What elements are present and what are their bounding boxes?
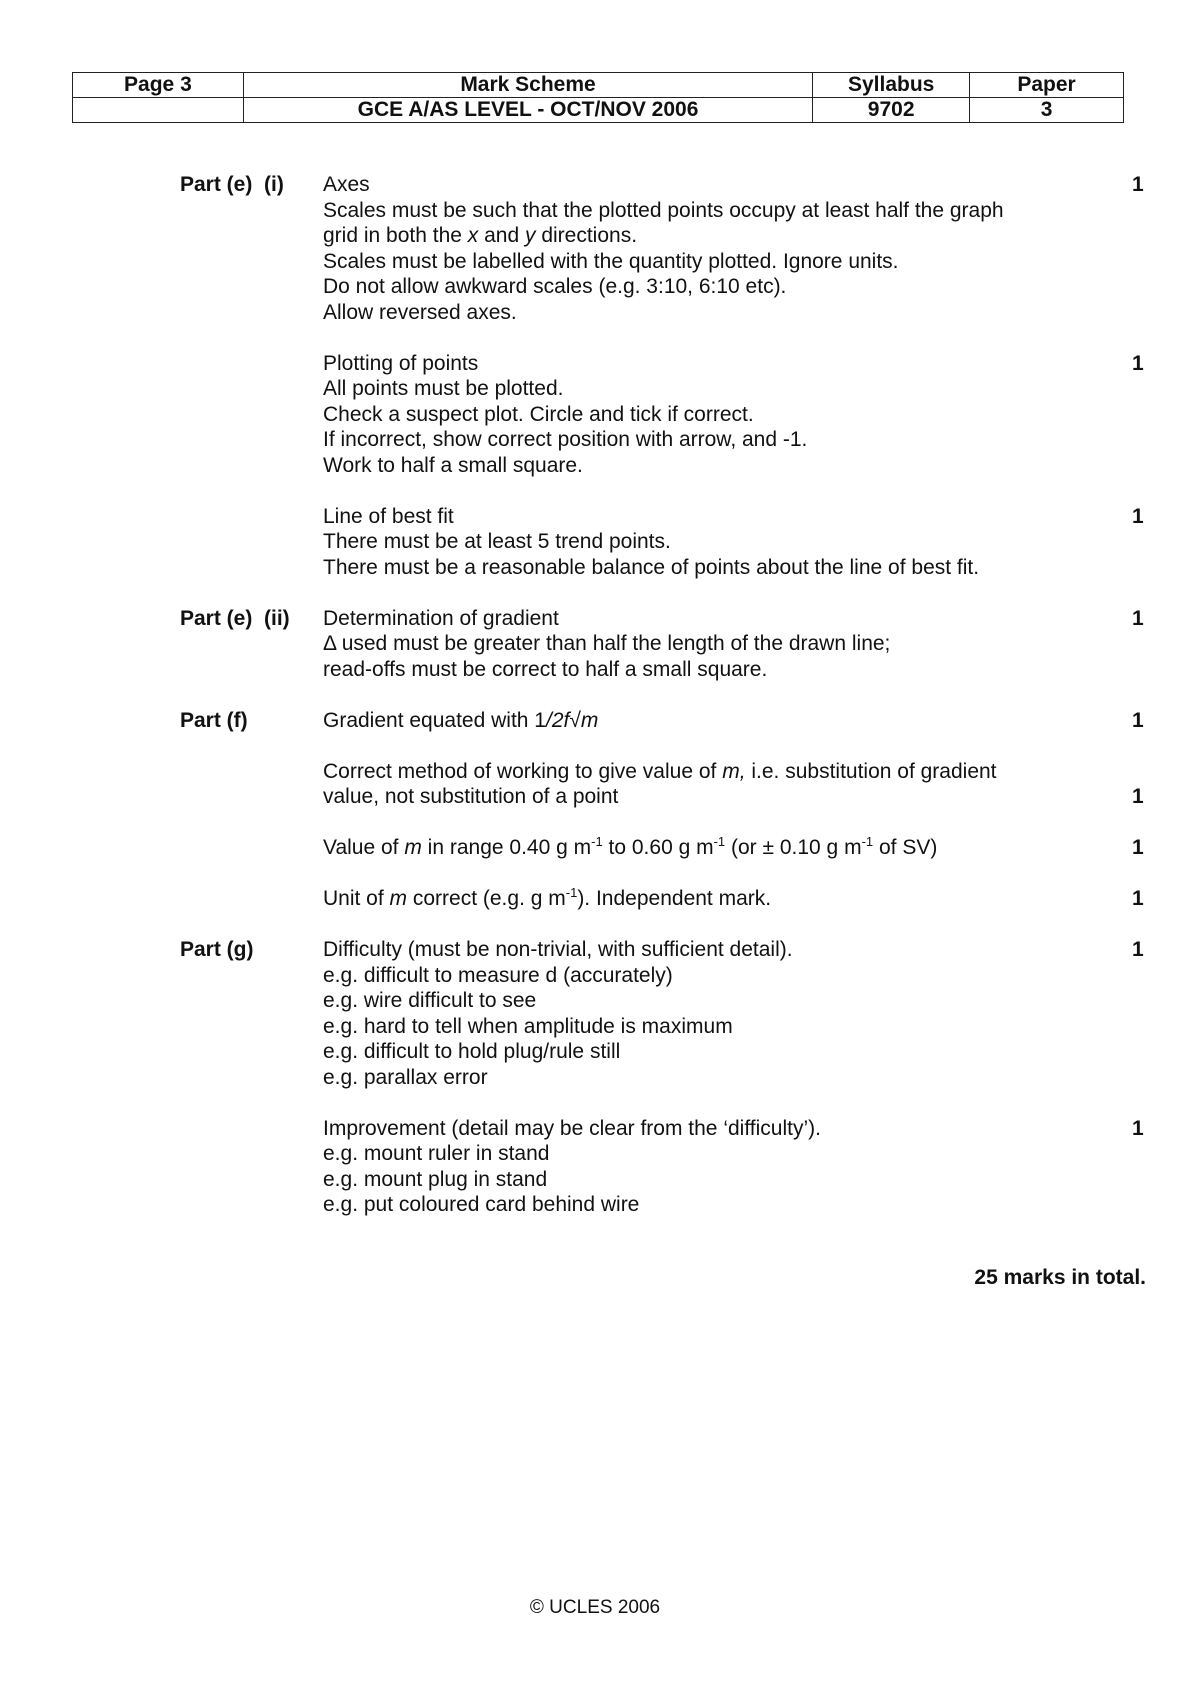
criteria-text [323,606,1063,683]
scheme-item [0,172,1190,325]
mark-value: 1 [1132,504,1144,528]
exam-name: GCE A/AS LEVEL - OCT/NOV 2006 [243,98,812,123]
syllabus-code: 9702 [813,98,970,123]
scheme-item [0,606,1190,683]
syllabus-label: Syllabus [813,73,970,98]
scheme-item [0,708,1190,734]
criteria-line: Do not allow awkward scales (e.g. 3:10, 6:10 etc). [323,275,787,298]
criteria-line: Check a suspect plot. Circle and tick if correct. [323,402,754,426]
criteria-line: Axes [323,173,370,196]
mark-value: 1 [1132,1116,1144,1140]
mark-value: 1 [1132,785,1144,808]
criteria-line: Difficulty (must be non-trivial, with sufficient detail). [323,938,793,961]
mark-value: 1 [1132,836,1144,859]
criteria-text [323,708,1063,734]
mark-value: 1 [1132,938,1144,961]
criteria-line: There must be at least 5 trend points. [323,530,671,553]
criteria-line: e.g. mount ruler in stand [323,1142,550,1165]
criteria-text [323,937,1063,1090]
paper-number: 3 [970,98,1124,123]
mark-value: 1 [1132,887,1144,910]
scheme-item [0,886,1190,912]
criteria-line: e.g. put coloured card behind wire [323,1193,640,1216]
criteria-line: Gradient equated with 1/2f√m [323,708,599,732]
scheme-item [0,759,1190,810]
criteria-line: Scales must be such that the plotted points occupy at least half the graph [323,198,1004,222]
criteria-line: Improvement (detail may be clear from the ‘difficulty’). [323,1116,821,1140]
criteria-text [323,835,1063,861]
criteria-line: e.g. mount plug in stand [323,1167,548,1191]
scheme-item [0,937,1190,1090]
criteria-line: There must be a reasonable balance of points about the line of best fit. [323,555,980,579]
criteria-line: grid in both the x and y directions. [323,224,638,247]
criteria-line: Value of m in range 0.40 g $m^{-1}$ to 0.60 g $m^{-1}$ (or ± 0.10 g $m^{-1}$ of SV) [323,834,938,859]
criteria-line: read-offs must be correct to half a small square. [323,657,768,681]
criteria-line: e.g. difficult to hold plug/rule still [323,1040,621,1063]
mark-value: 1 [1132,606,1144,630]
criteria-text [323,351,1063,479]
criteria-line: e.g. hard to tell when amplitude is maximum [323,1014,733,1038]
part-label: Part (f) [180,708,248,732]
criteria-line: Unit of m correct (e.g. g $m^{-1}$). Independent mark. [323,885,772,910]
criteria-line: e.g. difficult to measure d (accurately) [323,963,673,987]
page-number: Page 3 [73,73,244,98]
criteria-line: value, not substitution of a point [323,785,619,808]
header-row-1 [73,73,1124,98]
criteria-line: Plotting of points [323,351,479,375]
criteria-line: Allow reversed axes. [323,300,517,324]
criteria-line: If incorrect, show correct position with arrow, and -1. [323,428,808,451]
document-title: Mark Scheme [243,73,812,98]
criteria-line: Δ used must be greater than half the length of the drawn line; [323,632,891,655]
scheme-item [0,351,1190,479]
header-row-2 [73,98,1124,123]
criteria-line: Line of best fit [323,504,454,528]
criteria-line: e.g. wire difficult to see [323,989,537,1012]
mark-scheme-body [0,172,1190,1243]
scheme-item [0,1116,1190,1218]
mark-value: 1 [1132,708,1144,732]
criteria-line: All points must be plotted. [323,377,564,400]
part-label: Part (e) (ii) [180,606,290,630]
copyright-footer: © UCLES 2006 [529,1597,661,1618]
total-marks: 25 marks in total. [974,1266,1146,1289]
criteria-line: Scales must be labelled with the quantity plotted. Ignore units. [323,249,899,273]
criteria-line: Correct method of working to give value of m, i.e. substitution of gradient [323,759,997,783]
criteria-text [323,759,1063,810]
scheme-item [0,504,1190,581]
criteria-line: e.g. parallax error [323,1065,488,1089]
part-label: Part (e) (i) [180,173,284,196]
paper-label: Paper [970,73,1124,98]
part-label: Part (g) [180,938,254,961]
mark-value: 1 [1132,173,1144,196]
criteria-text [323,504,1063,581]
criteria-line: Work to half a small square. [323,453,583,477]
criteria-text [323,172,1063,325]
mark-value: 1 [1132,351,1144,375]
criteria-text [323,886,1063,912]
header-table [72,72,1124,123]
header-empty-cell [73,98,244,123]
criteria-text [323,1116,1063,1218]
scheme-item [0,835,1190,861]
criteria-line: Determination of gradient [323,606,559,630]
